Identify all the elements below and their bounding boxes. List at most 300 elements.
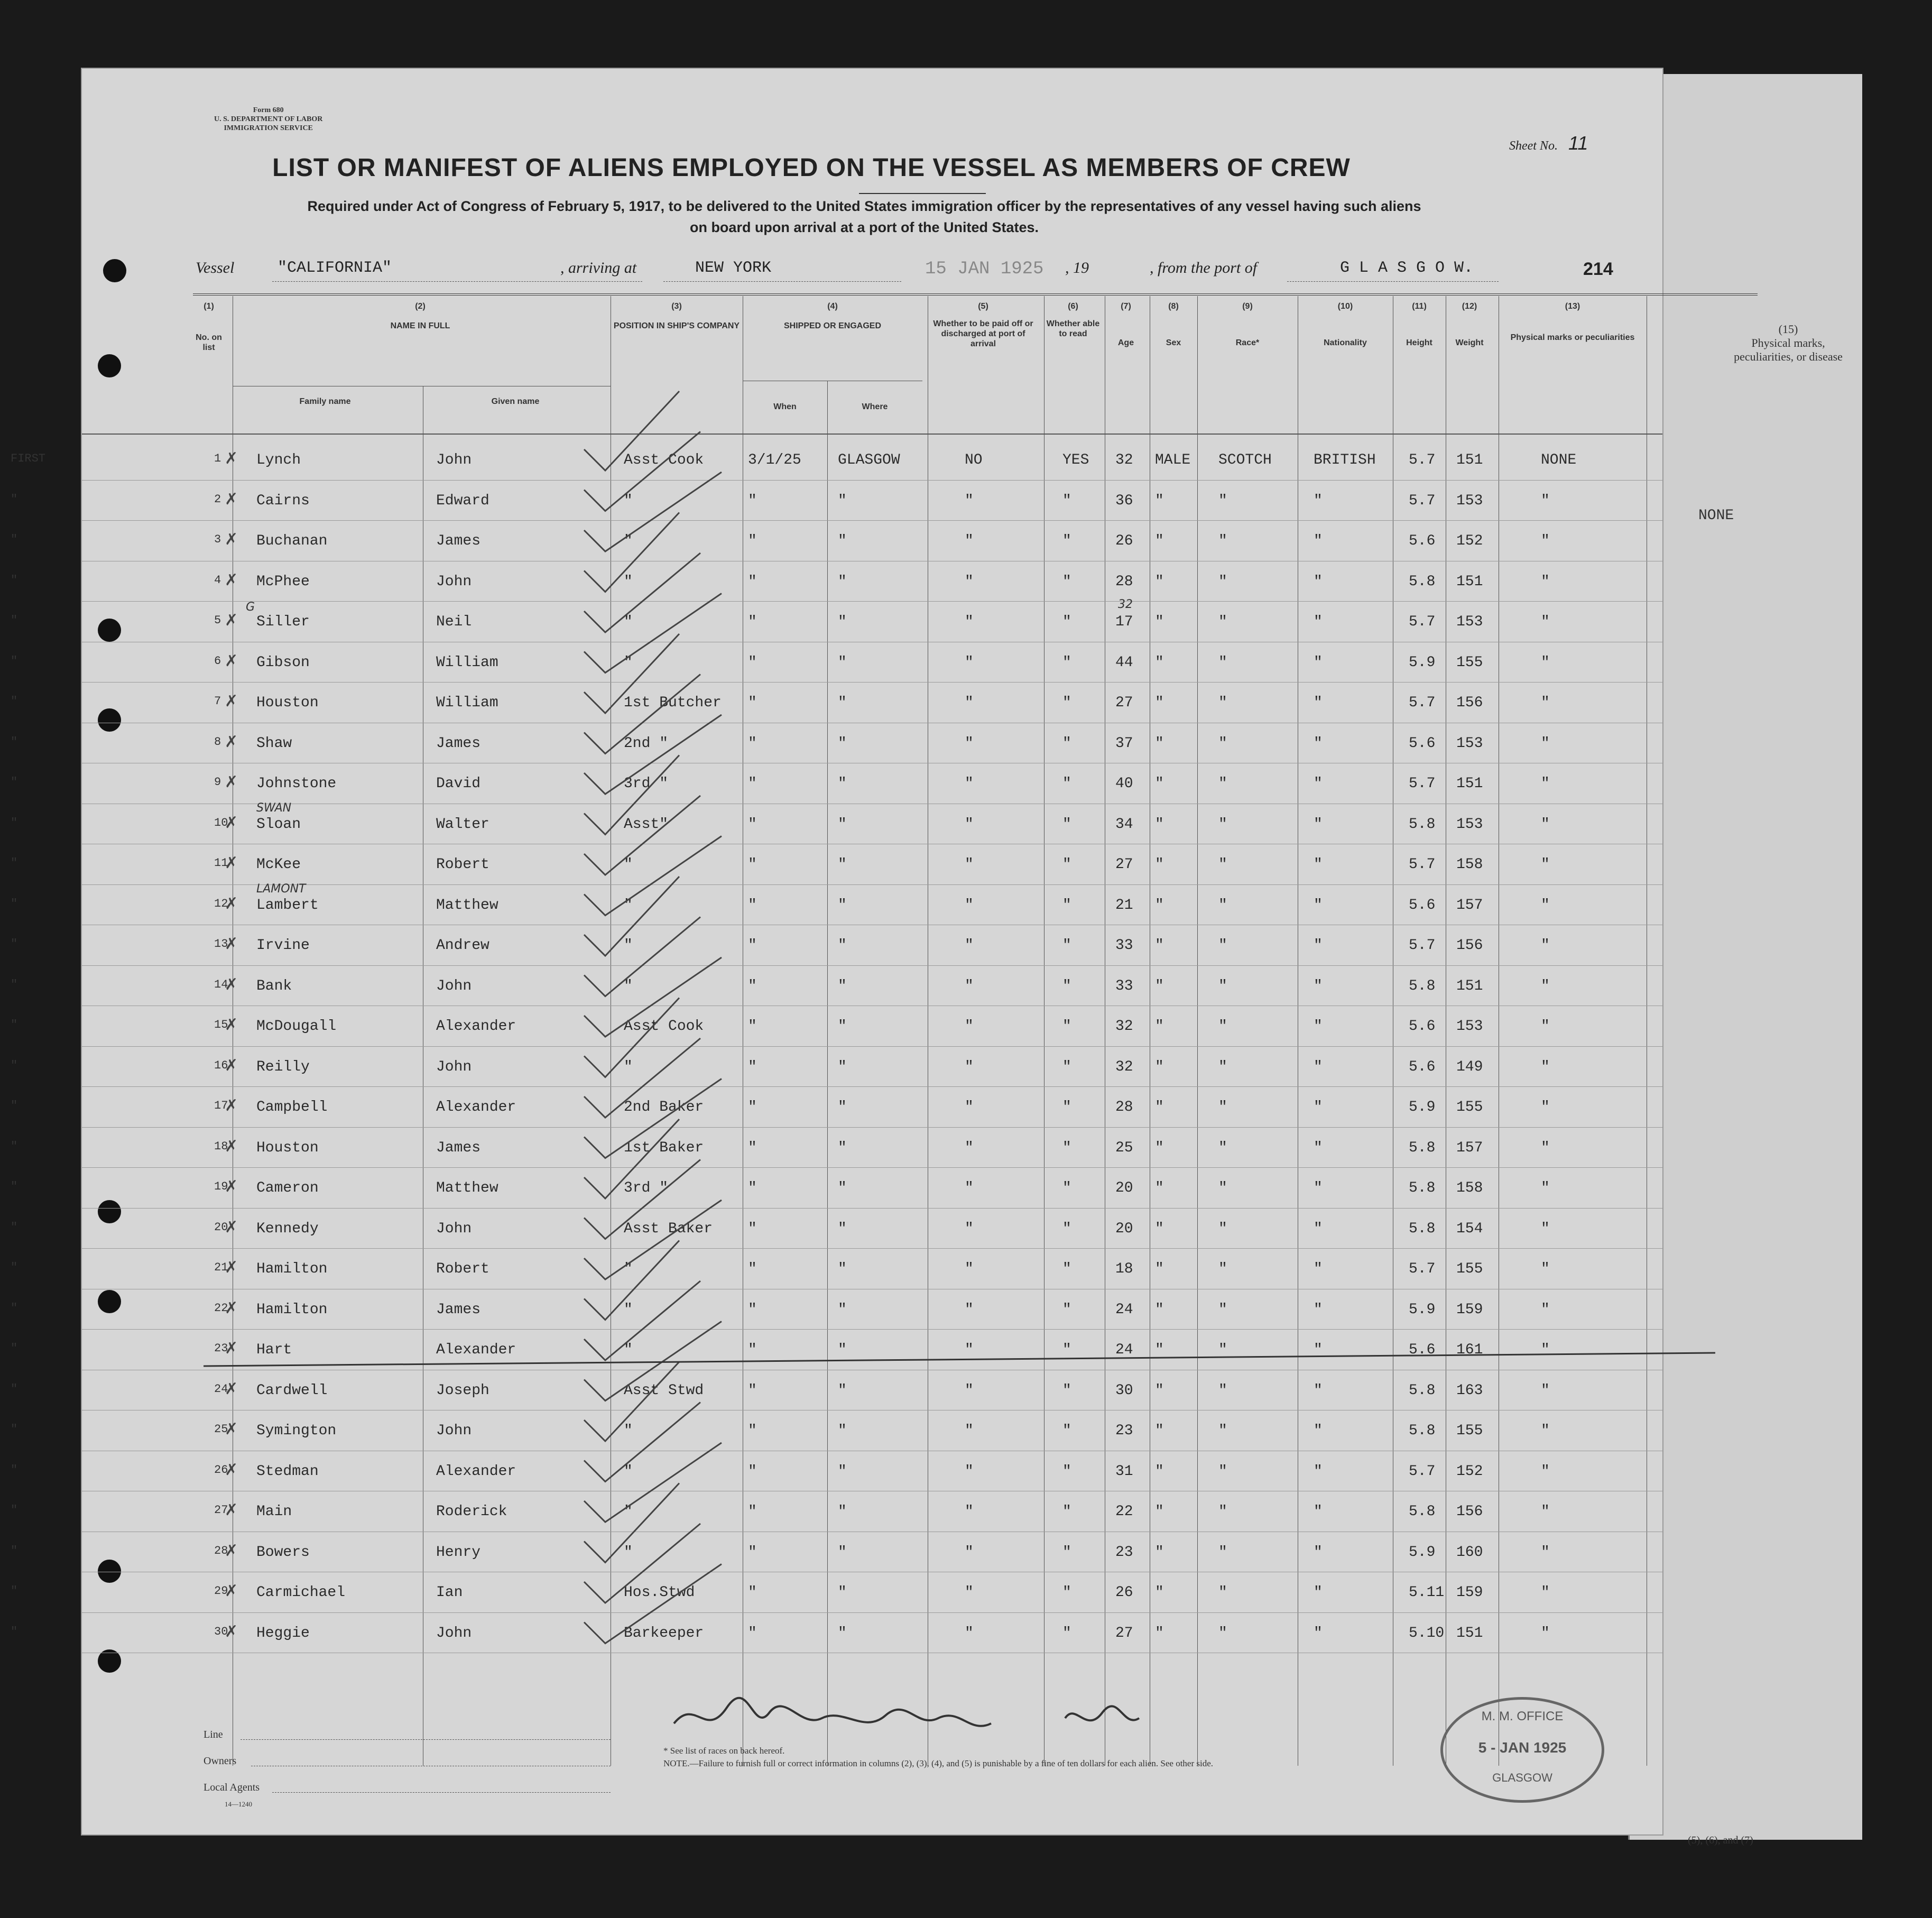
family-name-cell: McPhee	[256, 573, 310, 590]
paid-off-cell: "	[965, 1625, 974, 1642]
class-cell: "	[11, 1261, 18, 1274]
nationality-cell: "	[1314, 1261, 1323, 1277]
given-name-cell: James	[436, 1139, 481, 1156]
physical-marks-cell: "	[1541, 1180, 1550, 1196]
vessel-label: Vessel	[196, 259, 235, 276]
family-name-cell: Hart	[256, 1342, 292, 1358]
sex-cell: "	[1155, 1058, 1164, 1075]
weight-cell: 160	[1456, 1544, 1483, 1561]
shipped-where-cell: "	[838, 654, 847, 671]
age-cell: 40	[1115, 776, 1133, 792]
sex-cell: "	[1155, 1301, 1164, 1318]
height-cell: 5.7	[1409, 614, 1436, 630]
race-cell: "	[1218, 1180, 1227, 1196]
position-cell: Barkeeper	[624, 1625, 704, 1642]
sex-cell: "	[1155, 1261, 1164, 1277]
able-to-read-cell: "	[1062, 695, 1071, 711]
shipped-where-cell: "	[838, 1058, 847, 1075]
physical-marks-cell: "	[1541, 1342, 1550, 1358]
position-cell: Asst Baker	[624, 1220, 713, 1237]
shipped-when-cell: "	[748, 695, 757, 711]
weight-cell: 154	[1456, 1220, 1483, 1237]
pencil-check	[584, 1079, 722, 1158]
shipped-where-cell: "	[838, 1382, 847, 1399]
position-cell: "	[624, 492, 633, 509]
sex-cell: "	[1155, 533, 1164, 549]
nationality-cell: BRITISH	[1314, 452, 1376, 468]
race-cell: "	[1218, 856, 1227, 873]
able-to-read-cell: "	[1062, 533, 1071, 549]
age-cell: 33	[1115, 978, 1133, 994]
shipped-when-cell: "	[748, 1544, 757, 1561]
age-cell: 32	[1115, 1018, 1133, 1035]
race-cell: "	[1218, 1423, 1227, 1439]
paid-off-cell: "	[965, 816, 974, 833]
height-cell: 5.9	[1409, 1301, 1436, 1318]
height-cell: 5.8	[1409, 978, 1436, 994]
family-name-cell: Siller	[256, 614, 310, 630]
weight-cell: 159	[1456, 1301, 1483, 1318]
position-cell: 2nd "	[624, 735, 669, 752]
weight-cell: 159	[1456, 1584, 1483, 1601]
shipped-where-cell: "	[838, 1099, 847, 1115]
sex-cell: "	[1155, 1625, 1164, 1642]
nationality-cell: "	[1314, 897, 1323, 914]
family-name-cell: Sloan	[256, 816, 301, 833]
position-cell: Hos.Stwd	[624, 1584, 695, 1601]
row-check-mark: ✗	[225, 1097, 238, 1114]
position-cell: "	[624, 1544, 633, 1561]
shipped-when-cell: "	[748, 1261, 757, 1277]
local-agents-label: Local Agents	[204, 1782, 260, 1793]
height-cell: 5.6	[1409, 735, 1436, 752]
weight-cell: 156	[1456, 1504, 1483, 1520]
shipped-where-cell: "	[838, 695, 847, 711]
able-to-read-cell: "	[1062, 1463, 1071, 1480]
family-name-cell: Symington	[256, 1423, 337, 1439]
paid-off-cell: "	[965, 614, 974, 630]
list-number-cell: 29	[214, 1584, 228, 1598]
pencil-check	[584, 1241, 679, 1320]
age-cell: 20	[1115, 1220, 1133, 1237]
family-name-cell: Houston	[256, 695, 319, 711]
family-name-cell: Johnstone	[256, 776, 337, 792]
physical-marks-cell: "	[1541, 776, 1550, 792]
class-cell: "	[11, 816, 18, 829]
shipped-when-cell: "	[748, 776, 757, 792]
list-number-cell: 14	[214, 978, 228, 991]
physical-marks-cell: "	[1541, 492, 1550, 509]
nationality-cell: "	[1314, 695, 1323, 711]
given-name-cell: Robert	[436, 856, 489, 873]
weight-cell: 163	[1456, 1382, 1483, 1399]
row-check-mark: ✗	[225, 490, 238, 508]
position-cell: "	[624, 1423, 633, 1439]
race-cell: "	[1218, 1504, 1227, 1520]
row-check-mark: ✗	[225, 1380, 238, 1398]
shipped-when-cell: "	[748, 1584, 757, 1601]
height-cell: 5.8	[1409, 1382, 1436, 1399]
header-family-name: Family name	[299, 397, 351, 406]
class-cell: "	[11, 1139, 18, 1153]
able-to-read-cell: YES	[1062, 452, 1089, 468]
row-check-mark: ✗	[225, 1016, 238, 1034]
paid-off-cell: "	[965, 1382, 974, 1399]
family-name-cell: Gibson	[256, 654, 310, 671]
height-cell: 5.8	[1409, 816, 1436, 833]
family-name-cell: Bowers	[256, 1544, 310, 1561]
class-cell: "	[11, 1058, 18, 1072]
age-cell: 32	[1115, 452, 1133, 468]
physical-marks-cell: "	[1541, 978, 1550, 994]
row-check-mark: ✗	[225, 733, 238, 751]
binder-hole	[98, 708, 121, 732]
purser-signature	[663, 1686, 1245, 1750]
physical-marks-cell: "	[1541, 533, 1550, 549]
form-code: Form 680 U. S. DEPARTMENT OF LABOR IMMIGRATION SERVICE	[214, 106, 323, 132]
class-cell: "	[11, 1301, 18, 1315]
class-cell: "	[11, 1180, 18, 1193]
shipped-when-cell: "	[748, 492, 757, 509]
back-footnote: (5), (6), and (7)	[1688, 1834, 1753, 1846]
position-cell: "	[624, 1058, 633, 1075]
age-correction: 32	[1118, 598, 1133, 611]
sex-cell: "	[1155, 897, 1164, 914]
nationality-cell: "	[1314, 1504, 1323, 1520]
row-check-mark: ✗	[225, 814, 238, 832]
sex-cell: "	[1155, 978, 1164, 994]
back-col15-header: (15) Physical marks, peculiarities, or disease	[1734, 322, 1843, 363]
departure-port: G L A S G O W.	[1340, 259, 1474, 277]
age-cell: 23	[1115, 1423, 1133, 1439]
physical-marks-cell: "	[1541, 1463, 1550, 1480]
sex-cell: "	[1155, 492, 1164, 509]
page-number: 214	[1583, 259, 1613, 279]
paid-off-cell: "	[965, 1301, 974, 1318]
physical-marks-cell: "	[1541, 1544, 1550, 1561]
race-cell: "	[1218, 492, 1227, 509]
shipped-where-cell: "	[838, 492, 847, 509]
shipped-when-cell: "	[748, 937, 757, 954]
vessel-name: "CALIFORNIA"	[278, 259, 392, 277]
family-name-cell: Stedman	[256, 1463, 319, 1480]
weight-cell: 151	[1456, 1625, 1483, 1642]
given-name-cell: James	[436, 533, 481, 549]
pencil-check	[584, 998, 679, 1077]
height-cell: 5.6	[1409, 1342, 1436, 1358]
class-cell: "	[11, 573, 18, 587]
able-to-read-cell: "	[1062, 654, 1071, 671]
class-cell: "	[11, 1099, 18, 1112]
class-cell: "	[11, 1504, 18, 1517]
pencil-check	[584, 634, 679, 713]
row-check-mark: ✗	[225, 612, 238, 629]
position-cell: 3rd "	[624, 1180, 669, 1196]
class-cell: FIRST	[11, 452, 46, 465]
height-cell: 5.7	[1409, 492, 1436, 509]
pencil-check	[584, 1443, 722, 1522]
class-cell: "	[11, 1544, 18, 1557]
nationality-cell: "	[1314, 1099, 1323, 1115]
shipped-where-cell: "	[838, 1584, 847, 1601]
list-number-cell: 24	[214, 1382, 228, 1396]
physical-marks-cell: "	[1541, 897, 1550, 914]
owners-label: Owners	[204, 1755, 237, 1767]
paid-off-cell: "	[965, 1584, 974, 1601]
paid-off-cell: "	[965, 492, 974, 509]
given-name-cell: John	[436, 573, 472, 590]
race-cell: "	[1218, 1018, 1227, 1035]
height-cell: 5.7	[1409, 452, 1436, 468]
list-number-cell: 5	[214, 614, 221, 627]
physical-marks-cell: "	[1541, 614, 1550, 630]
list-number-cell: 19	[214, 1180, 228, 1193]
class-cell: "	[11, 978, 18, 991]
sex-cell: "	[1155, 695, 1164, 711]
physical-marks-cell: "	[1541, 1423, 1550, 1439]
row-check-mark: ✗	[225, 531, 238, 548]
weight-cell: 157	[1456, 1139, 1483, 1156]
height-cell: 5.8	[1409, 1504, 1436, 1520]
pencil-check	[584, 513, 679, 592]
age-cell: 23	[1115, 1544, 1133, 1561]
sheet-number: Sheet No. 11	[1509, 132, 1588, 154]
paid-off-cell: "	[965, 1139, 974, 1156]
position-cell: "	[624, 978, 633, 994]
age-cell: 26	[1115, 533, 1133, 549]
nationality-cell: "	[1314, 1463, 1323, 1480]
list-number-cell: 22	[214, 1301, 228, 1315]
nationality-cell: "	[1314, 1625, 1323, 1642]
given-name-cell: William	[436, 695, 498, 711]
given-name-cell: Matthew	[436, 897, 498, 914]
nationality-cell: "	[1314, 573, 1323, 590]
row-check-mark: ✗	[225, 773, 238, 791]
able-to-read-cell: "	[1062, 1544, 1071, 1561]
position-cell: 1st Baker	[624, 1139, 704, 1156]
paid-off-cell: "	[965, 856, 974, 873]
shipped-where-cell: "	[838, 816, 847, 833]
physical-marks-cell: "	[1541, 1382, 1550, 1399]
height-cell: 5.6	[1409, 897, 1436, 914]
able-to-read-cell: "	[1062, 1301, 1071, 1318]
paid-off-cell: "	[965, 1342, 974, 1358]
weight-cell: 153	[1456, 492, 1483, 509]
nationality-cell: "	[1314, 816, 1323, 833]
height-cell: 5.7	[1409, 1261, 1436, 1277]
given-name-cell: Alexander	[436, 1018, 516, 1035]
height-cell: 5.6	[1409, 1058, 1436, 1075]
shipped-where-cell: "	[838, 1301, 847, 1318]
nationality-cell: "	[1314, 776, 1323, 792]
physical-marks-cell: "	[1541, 1584, 1550, 1601]
weight-cell: 156	[1456, 937, 1483, 954]
able-to-read-cell: "	[1062, 856, 1071, 873]
weight-cell: 152	[1456, 533, 1483, 549]
race-cell: "	[1218, 1220, 1227, 1237]
family-name-cell: Hamilton	[256, 1301, 328, 1318]
list-number-cell: 7	[214, 695, 221, 708]
shipped-where-cell: "	[838, 1342, 847, 1358]
given-name-cell: Ian	[436, 1584, 463, 1601]
row-check-mark: ✗	[225, 652, 238, 670]
given-name-cell: James	[436, 1301, 481, 1318]
race-cell: "	[1218, 1584, 1227, 1601]
list-number-cell: 18	[214, 1139, 228, 1153]
shipped-when-cell: "	[748, 573, 757, 590]
sex-cell: "	[1155, 1139, 1164, 1156]
paid-off-cell: "	[965, 1220, 974, 1237]
shipped-when-cell: "	[748, 654, 757, 671]
weight-cell: 161	[1456, 1342, 1483, 1358]
race-cell: "	[1218, 1382, 1227, 1399]
shipped-where-cell: "	[838, 1220, 847, 1237]
race-cell: "	[1218, 695, 1227, 711]
position-cell: "	[624, 856, 633, 873]
weight-cell: 155	[1456, 1261, 1483, 1277]
sex-cell: "	[1155, 856, 1164, 873]
list-number-cell: 6	[214, 654, 221, 668]
shipped-when-cell: "	[748, 1342, 757, 1358]
class-cell: "	[11, 492, 18, 506]
sex-cell: "	[1155, 1382, 1164, 1399]
nationality-cell: "	[1314, 937, 1323, 954]
race-cell: "	[1218, 735, 1227, 752]
weight-cell: 151	[1456, 452, 1483, 468]
family-name-cell: McKee	[256, 856, 301, 873]
age-cell: 20	[1115, 1180, 1133, 1196]
row-check-mark: ✗	[225, 1340, 238, 1357]
race-cell: "	[1218, 1342, 1227, 1358]
page-title: LIST OR MANIFEST OF ALIENS EMPLOYED ON THE VESSEL AS MEMBERS OF CREW	[272, 154, 1351, 182]
paid-off-cell: "	[965, 1058, 974, 1075]
given-name-cell: Walter	[436, 816, 489, 833]
list-number-cell: 4	[214, 573, 221, 587]
back-sheet	[1628, 74, 1862, 1846]
family-name-cell: Reilly	[256, 1058, 310, 1075]
pencil-check	[584, 1483, 679, 1563]
position-cell: Asst Cook	[624, 452, 704, 468]
position-cell: Asst"	[624, 816, 669, 833]
family-name-cell: Campbell	[256, 1099, 328, 1115]
row-check-mark: ✗	[225, 935, 238, 953]
given-name-cell: John	[436, 1058, 472, 1075]
binder-hole	[98, 1200, 121, 1223]
age-cell: 17	[1115, 614, 1133, 630]
class-cell: "	[11, 1018, 18, 1031]
able-to-read-cell: "	[1062, 1504, 1071, 1520]
able-to-read-cell: "	[1062, 1180, 1071, 1196]
class-cell: "	[11, 937, 18, 951]
class-cell: "	[11, 897, 18, 910]
weight-cell: 149	[1456, 1058, 1483, 1075]
position-cell: "	[624, 1342, 633, 1358]
shipped-where-cell: "	[838, 897, 847, 914]
footnote: * See list of races on back hereof. NOTE.—Failure to furnish full or correct information in columns (2), (3), (4), and (5) is punishable by a fine of ten dollars for each alien. See other side.	[663, 1746, 1214, 1768]
pencil-check	[584, 1119, 679, 1198]
given-name-cell: John	[436, 452, 472, 468]
title-rule	[859, 193, 986, 194]
list-number-cell: 9	[214, 776, 221, 789]
class-cell: "	[11, 614, 18, 627]
row-check-mark: ✗	[225, 854, 238, 872]
pencil-check	[584, 472, 722, 551]
weight-cell: 155	[1456, 1423, 1483, 1439]
class-cell: "	[11, 735, 18, 749]
able-to-read-cell: "	[1062, 1099, 1071, 1115]
paid-off-cell: "	[965, 1099, 974, 1115]
position-cell: "	[624, 533, 633, 549]
age-cell: 30	[1115, 1382, 1133, 1399]
class-cell: "	[11, 1423, 18, 1436]
shipped-when-cell: "	[748, 816, 757, 833]
list-number-cell: 3	[214, 533, 221, 546]
physical-marks-cell: "	[1541, 1058, 1550, 1075]
sex-cell: "	[1155, 1463, 1164, 1480]
age-cell: 28	[1115, 1099, 1133, 1115]
nationality-cell: "	[1314, 492, 1323, 509]
race-cell: "	[1218, 978, 1227, 994]
age-cell: 24	[1115, 1342, 1133, 1358]
sex-cell: "	[1155, 573, 1164, 590]
list-number-cell: 15	[214, 1018, 228, 1031]
nationality-cell: "	[1314, 735, 1323, 752]
able-to-read-cell: "	[1062, 573, 1071, 590]
height-cell: 5.7	[1409, 1463, 1436, 1480]
able-to-read-cell: "	[1062, 897, 1071, 914]
shipped-where-cell: "	[838, 1139, 847, 1156]
weight-cell: 151	[1456, 573, 1483, 590]
family-name-cell: Hamilton	[256, 1261, 328, 1277]
age-cell: 27	[1115, 1625, 1133, 1642]
weight-cell: 155	[1456, 1099, 1483, 1115]
family-name-cell: Irvine	[256, 937, 310, 954]
age-cell: 27	[1115, 695, 1133, 711]
class-cell: "	[11, 1625, 18, 1638]
race-cell: "	[1218, 897, 1227, 914]
family-name-cell: Lambert	[256, 897, 319, 914]
pencil-check	[584, 957, 722, 1037]
paid-off-cell: "	[965, 735, 974, 752]
row-check-mark: ✗	[225, 1582, 238, 1600]
paid-off-cell: "	[965, 1544, 974, 1561]
pencil-check	[584, 1200, 722, 1279]
shipped-when-cell: 3/1/25	[748, 452, 801, 468]
surname-correction: SWAN	[256, 801, 292, 815]
list-number-cell: 27	[214, 1504, 228, 1517]
able-to-read-cell: "	[1062, 776, 1071, 792]
row-check-mark: ✗	[225, 1421, 238, 1438]
pencil-check	[584, 1362, 679, 1441]
position-cell: "	[624, 614, 633, 630]
physical-marks-cell: "	[1541, 695, 1550, 711]
paid-off-cell: "	[965, 937, 974, 954]
sex-cell: "	[1155, 1504, 1164, 1520]
family-name-cell: Lynch	[256, 452, 301, 468]
able-to-read-cell: "	[1062, 1423, 1071, 1439]
nationality-cell: "	[1314, 1220, 1323, 1237]
physical-marks-cell: "	[1541, 1504, 1550, 1520]
shipped-where-cell: "	[838, 614, 847, 630]
family-name-cell: Cardwell	[256, 1382, 328, 1399]
given-name-cell: Alexander	[436, 1463, 516, 1480]
able-to-read-cell: "	[1062, 1584, 1071, 1601]
weight-cell: 153	[1456, 816, 1483, 833]
physical-marks-cell: "	[1541, 1220, 1550, 1237]
class-cell: "	[11, 856, 18, 870]
height-cell: 5.8	[1409, 1139, 1436, 1156]
given-name-cell: Joseph	[436, 1382, 489, 1399]
